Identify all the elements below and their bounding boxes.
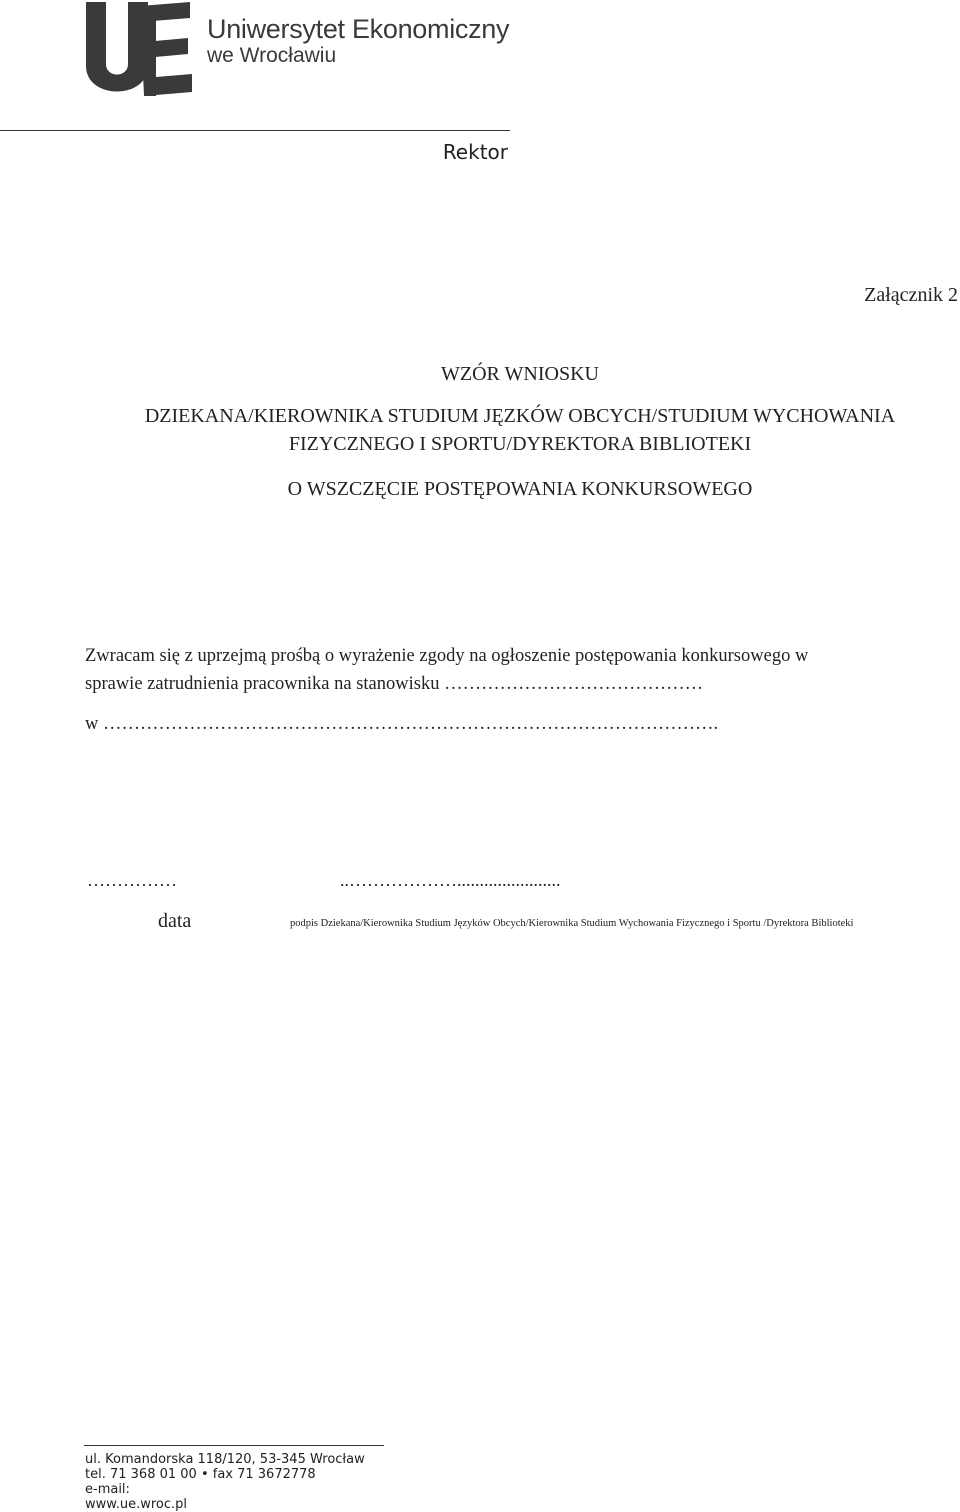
- title-line-2b: FIZYCZNEGO I SPORTU/DYREKTORA BIBLIOTEKI: [288, 433, 752, 455]
- university-city: we Wrocławiu: [207, 44, 337, 67]
- date-label: data: [158, 910, 192, 932]
- footer-divider: [84, 1445, 384, 1446]
- body-line-1: Zwracam się z uprzejmą prośbą o wyrażenie zgody na ogłoszenie postępowania konkursowego w: [85, 646, 809, 666]
- document-title: [80, 363, 960, 386]
- university-name: Uniwersytet Ekonomiczny: [207, 14, 510, 44]
- signature-field: ..……………….......................: [340, 870, 561, 890]
- footer-phone: tel. 71 368 01 00 • fax 71 3672778: [85, 1467, 316, 1482]
- body-line-2-position-field: sprawie zatrudnienia pracownika na stanowisku ……………………………………: [85, 674, 704, 694]
- document-subject: [80, 478, 960, 501]
- footer-address: ul. Komandorska 118/120, 53-345 Wrocław: [85, 1452, 365, 1467]
- addressee: Rektor: [442, 140, 508, 164]
- signature-label: podpis Dziekana/Kierownika Studium Języków Obcych/Kierownika Studium Wychowania Fizycznego i Sportu /Dyrektora Biblioteki: [290, 918, 854, 929]
- footer-website: www.ue.wroc.pl: [85, 1497, 187, 1512]
- header-divider: [0, 130, 510, 131]
- footer-email-label: e-mail:: [85, 1482, 130, 1497]
- document-subtitle: [80, 402, 960, 458]
- title-line-3: O WSZCZĘCIE POSTĘPOWANIA KONKURSOWEGO: [287, 478, 753, 500]
- date-field: ……………: [87, 870, 177, 890]
- title-line-1: WZÓR WNIOSKU: [441, 363, 599, 385]
- body-line-3-unit-field: w ……………………………………………………………………………………….: [85, 714, 719, 734]
- attachment-label: Załącznik 2: [864, 284, 958, 306]
- title-line-2a: DZIEKANA/KIEROWNIKA STUDIUM JĘZKÓW OBCYCH/STUDIUM WYCHOWANIA: [144, 405, 896, 427]
- university-logo: [84, 2, 192, 98]
